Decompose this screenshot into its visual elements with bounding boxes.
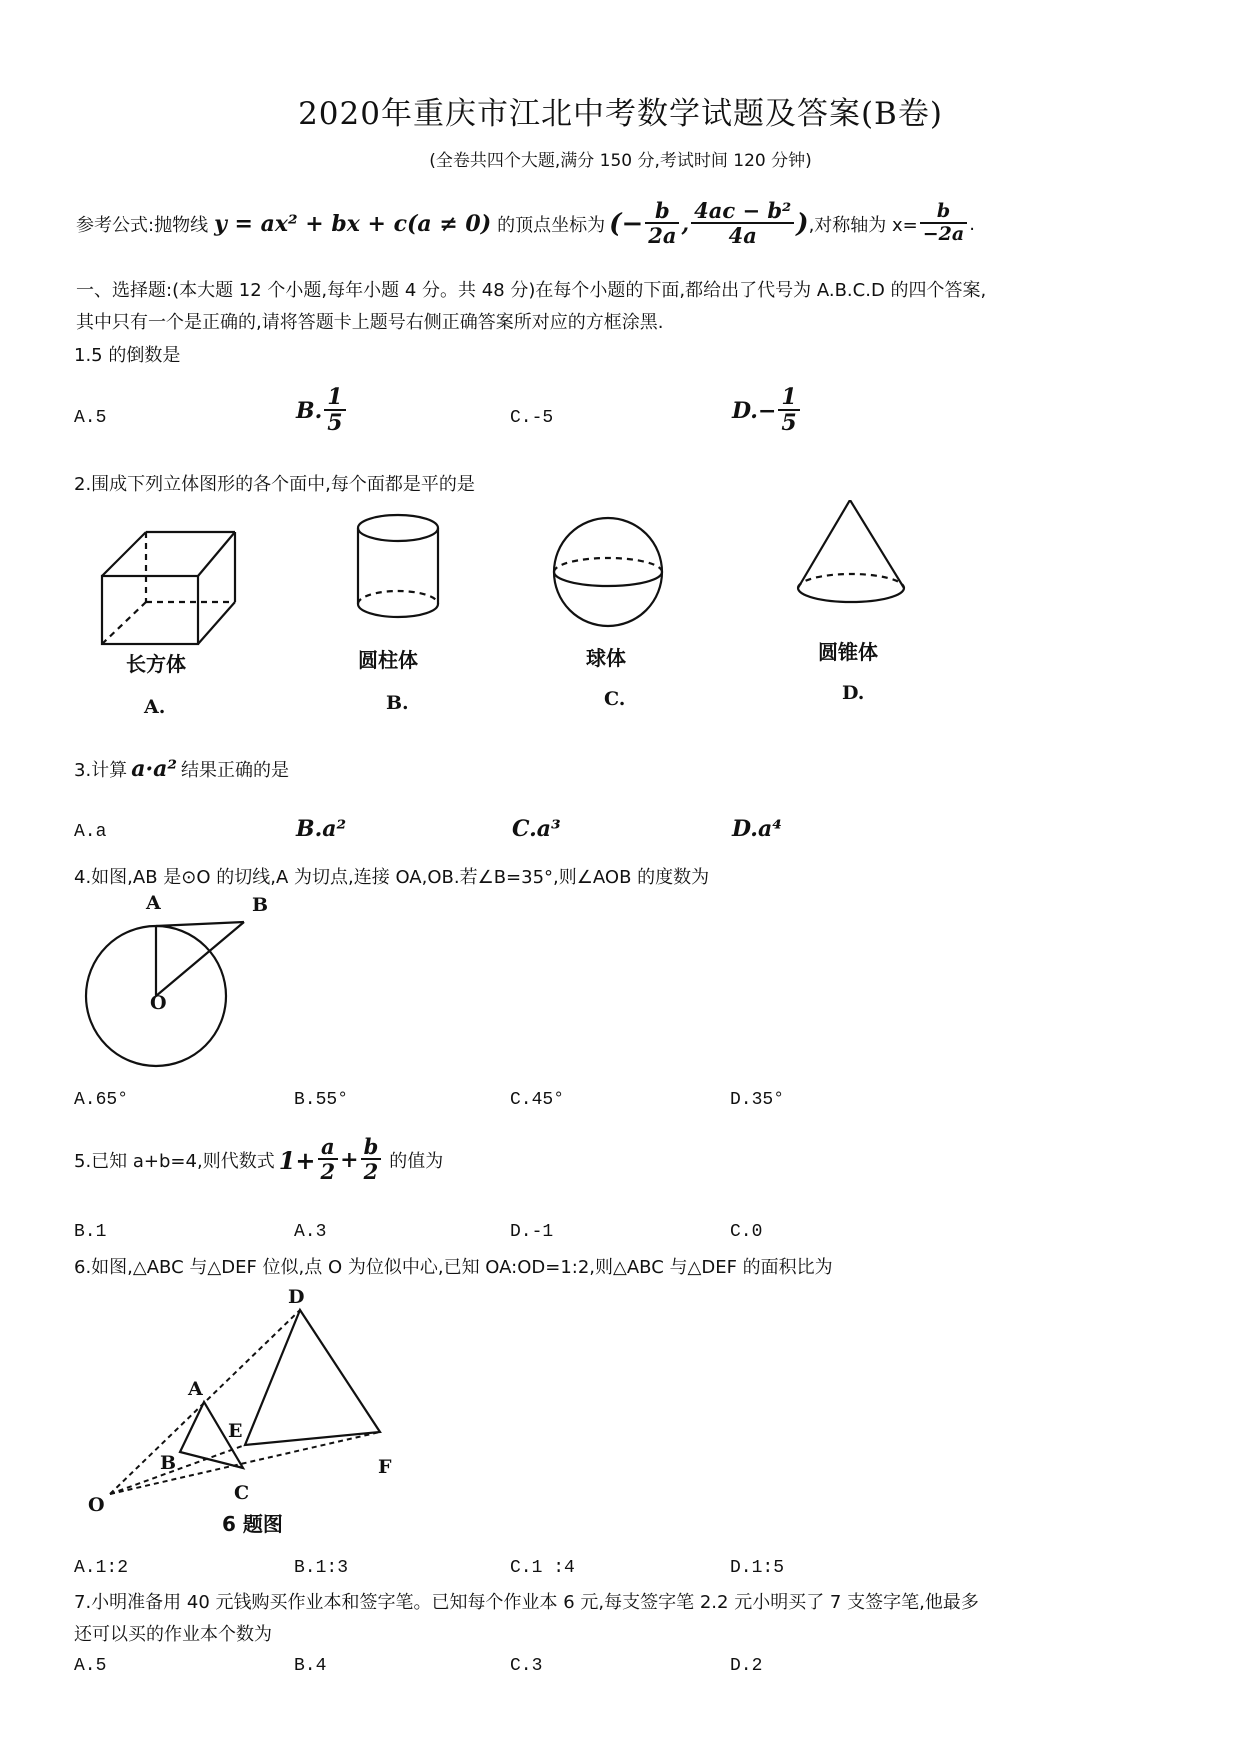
formula-mid: 的顶点坐标为 <box>497 215 606 237</box>
q2-letter-d: D. <box>842 682 865 704</box>
q6-triangle-def <box>245 1310 380 1445</box>
vertex-x-numerator: b <box>645 200 679 224</box>
q3-option-d: D.a⁴ <box>732 816 782 842</box>
q3-stem-prefix: 3.计算 <box>74 760 128 781</box>
sphere-drawing <box>554 518 662 626</box>
formula-period: . <box>969 213 975 235</box>
section1-instructions-line2: 其中只有一个是正确的,请将答题卡上题号右侧正确答案所对应的方框涂黑. <box>76 312 664 333</box>
q2-letter-c: C. <box>604 688 626 710</box>
q7-stem-line1: 7.小明准备用 40 元钱购买作业本和签字笔。已知每个作业本 6 元,每支签字笔 2.2 元小明买了 7 支签字笔,他最多 <box>74 1592 979 1613</box>
q6-label-a: A <box>188 1378 203 1400</box>
q1-option-b-label: B. <box>296 398 323 425</box>
q1-option-d-label: D.− <box>732 398 777 425</box>
page-title: 2020年重庆市江北中考数学试题及答案(B卷) <box>298 96 943 132</box>
q5-fraction-b <box>361 1136 382 1184</box>
q6-label-o: O <box>88 1494 105 1516</box>
formula-axis-text: ,对称轴为 x= <box>808 215 918 237</box>
q7-option-a: A.5 <box>74 1656 107 1676</box>
q6-label-f: F <box>378 1456 392 1478</box>
q5-one-plus: 1+ <box>278 1145 316 1175</box>
section1-instructions-line1: 一、选择题:(本大题 12 个小题,每年小题 4 分。共 48 分)在每个小题的下面,都给出了代号为 A.B.C.D 的四个答案, <box>76 280 987 301</box>
formula-prefix: 参考公式:抛物线 <box>76 215 209 237</box>
vertex-x-fraction <box>645 200 679 248</box>
cuboid-drawing <box>102 532 235 644</box>
cone-base-back <box>798 574 904 588</box>
sphere-outline <box>554 518 662 626</box>
q1-option-a: A.5 <box>74 408 107 428</box>
cuboid-edge-tl <box>102 532 146 576</box>
q1-stem: 1.5 的倒数是 <box>74 345 181 366</box>
q3-stem <box>74 756 289 782</box>
q6-option-d: D.1:5 <box>730 1558 785 1578</box>
cone-base-front <box>798 588 904 602</box>
q3-option-b: B.a² <box>296 816 347 842</box>
sphere-equator-front <box>554 572 662 586</box>
q6-option-a: A.1:2 <box>74 1558 129 1578</box>
cylinder-drawing <box>358 515 438 617</box>
cylinder-bottom-front <box>358 604 438 617</box>
q2-letter-b: B. <box>386 692 409 714</box>
vertex-x-denominator: 2a <box>648 223 677 249</box>
q4-label-o: O <box>150 992 167 1014</box>
page-subtitle: (全卷共四个大题,满分 150 分,考试时间 120 分钟) <box>429 151 812 171</box>
q6-triangles <box>180 1310 380 1468</box>
q6-label-b: B <box>160 1452 177 1474</box>
q7-option-c: C.3 <box>510 1656 543 1676</box>
q1-option-d-fraction <box>778 386 799 436</box>
q2-name-sphere: 球体 <box>586 646 626 670</box>
q2-name-cylinder: 圆柱体 <box>358 648 418 672</box>
vertex-y-fraction <box>691 200 794 248</box>
q4-segment-ob <box>156 922 244 996</box>
reference-formula <box>76 200 975 248</box>
formula-parabola: y = ax² + bx + c(a ≠ 0) <box>214 211 492 238</box>
q6-label-e: E <box>228 1420 243 1442</box>
vertex-y-denominator: 4a <box>728 223 757 249</box>
q4-stem: 4.如图,AB 是⊙O 的切线,A 为切点,连接 OA,OB.若∠B=35°,则∠AOB 的度数为 <box>74 867 710 888</box>
q2-name-cone: 圆锥体 <box>818 640 878 664</box>
q3-stem-suffix: 结果正确的是 <box>181 760 289 781</box>
vertex-y-numerator: 4ac − b² <box>691 200 794 224</box>
q4-label-b: B <box>252 894 269 916</box>
cylinder-bottom-back <box>358 591 438 604</box>
q5-option-3: D.-1 <box>510 1222 554 1242</box>
q5-option-4: C.0 <box>730 1222 763 1242</box>
formula-comma: , <box>681 211 690 238</box>
cuboid-front-face <box>102 576 198 644</box>
q5-option-2: A.3 <box>294 1222 327 1242</box>
q5-stem-suffix: 的值为 <box>389 1151 444 1173</box>
q4-option-d: D.35° <box>730 1090 785 1110</box>
q6-dashed-rays <box>110 1310 380 1494</box>
q6-stem: 6.如图,△ABC 与△DEF 位似,点 O 为位似中心,已知 OA:OD=1:2,则△ABC 与△DEF 的面积比为 <box>74 1257 833 1278</box>
q6-homothety-figure <box>80 1290 420 1520</box>
cylinder-top <box>358 515 438 541</box>
q4-tangent-ab <box>156 922 244 926</box>
cuboid-hidden-diagonal <box>102 602 146 644</box>
cuboid-edge-br <box>198 602 235 644</box>
q1-option-d-numerator: 1 <box>778 386 799 411</box>
q2-stem: 2.围成下列立体图形的各个面中,每个面都是平的是 <box>74 474 475 495</box>
q1-option-c: C.-5 <box>510 408 554 428</box>
q5-fraction-a-numerator: a <box>318 1136 339 1160</box>
q1-option-d-denominator: 5 <box>781 410 797 437</box>
q5-stem <box>74 1136 443 1184</box>
q2-letter-a: A. <box>144 696 166 718</box>
q6-label-c: C <box>234 1482 250 1504</box>
formula-close-paren: ) <box>796 209 809 240</box>
formula-open-paren: (− <box>609 209 644 240</box>
q5-stem-prefix: 5.已知 a+b=4,则代数式 <box>74 1151 275 1173</box>
cone-drawing <box>798 500 904 602</box>
q1-option-b-fraction <box>324 386 345 436</box>
q3-stem-math: a·a² <box>131 756 177 782</box>
q6-label-d: D <box>288 1286 305 1308</box>
q4-circle-figure <box>80 896 280 1074</box>
q3-option-a: A.a <box>74 822 107 842</box>
axis-fraction <box>920 202 967 246</box>
q6-ray-oe <box>110 1445 245 1494</box>
q5-option-1: B.1 <box>74 1222 107 1242</box>
q7-option-d: D.2 <box>730 1656 763 1676</box>
sphere-equator-back <box>554 558 662 572</box>
q2-name-cuboid: 长方体 <box>126 652 186 676</box>
cuboid-edge-tr <box>198 532 235 576</box>
q1-option-b <box>296 386 348 436</box>
q4-option-a: A.65° <box>74 1090 129 1110</box>
q2-solids-figure <box>90 500 950 720</box>
q1-option-d <box>732 386 802 436</box>
q4-option-c: C.45° <box>510 1090 565 1110</box>
q3-option-c: C.a³ <box>512 816 561 842</box>
q7-option-b: B.4 <box>294 1656 327 1676</box>
q6-option-b: B.1:3 <box>294 1558 349 1578</box>
q4-option-b: B.55° <box>294 1090 349 1110</box>
q5-fraction-b-denominator: 2 <box>363 1159 379 1185</box>
axis-numerator: b <box>920 202 967 224</box>
q6-option-c: C.1 :4 <box>510 1558 575 1578</box>
q5-fraction-a-denominator: 2 <box>320 1159 336 1185</box>
q1-option-b-numerator: 1 <box>324 386 345 411</box>
q6-figure-caption: 6 题图 <box>222 1512 283 1536</box>
axis-denominator: −2a <box>922 223 965 246</box>
q7-stem-line2: 还可以买的作业本个数为 <box>74 1624 272 1645</box>
q5-plus: + <box>340 1147 359 1174</box>
q5-fraction-b-numerator: b <box>361 1136 382 1160</box>
q5-fraction-a <box>318 1136 339 1184</box>
q4-label-a: A <box>146 892 161 914</box>
q1-option-b-denominator: 5 <box>327 410 343 437</box>
